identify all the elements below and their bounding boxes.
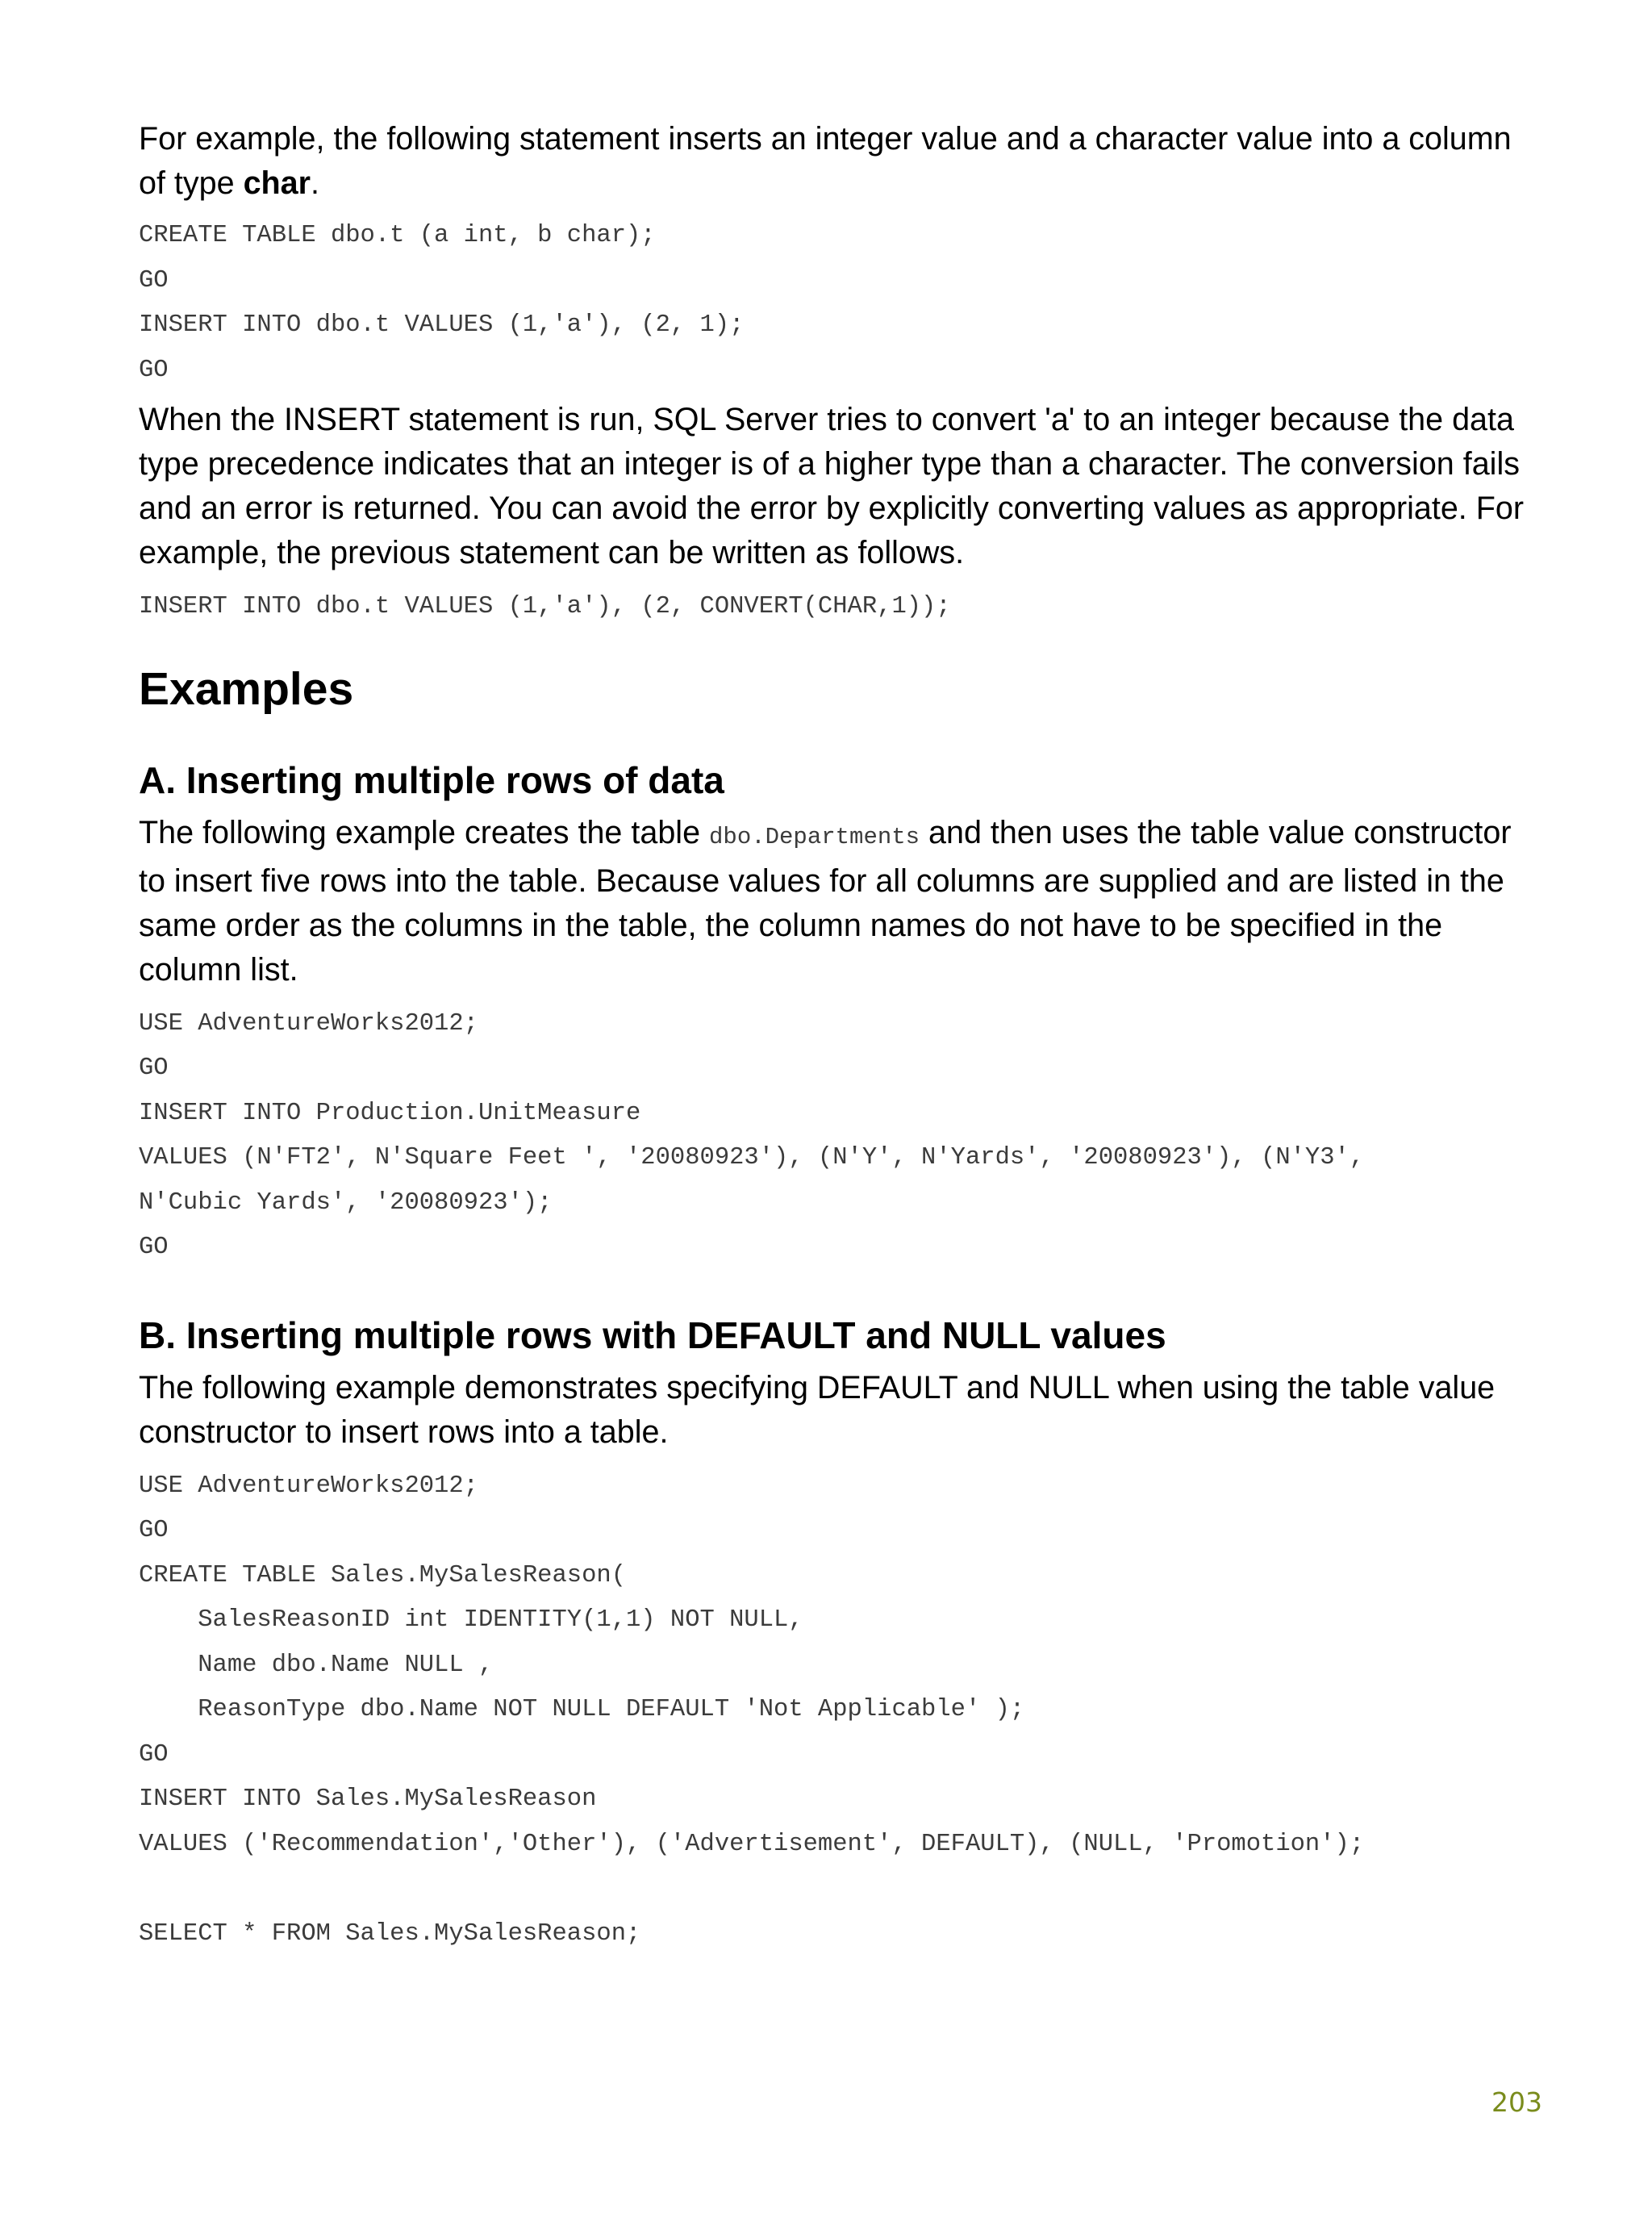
example-a-heading: A. Inserting multiple rows of data [139,758,724,801]
intro-punctuation: . [311,165,319,201]
code-line: CREATE TABLE dbo.t (a int, b char); [139,222,656,249]
code-line: Name dbo.Name NULL , [139,1651,494,1679]
code-line: USE AdventureWorks2012; [139,1009,478,1038]
code-line: INSERT INTO Sales.MySalesReason [139,1785,597,1813]
inline-code-table-name: dbo.Departments [709,823,920,850]
code-line: INSERT INTO dbo.t VALUES (1,'a'), (2, CONVERT(CHAR,1)); [139,593,951,620]
intro-paragraph [139,117,1542,206]
code-line: GO [139,1055,169,1082]
document-page [139,117,1542,1957]
code-line: INSERT INTO dbo.t VALUES (1,'a'), (2, 1); [139,311,745,339]
code-block-example-b [139,1464,1542,1957]
code-line: USE AdventureWorks2012; [139,1472,478,1500]
code-line: CREATE TABLE Sales.MySalesReason( [139,1561,626,1589]
code-line: SalesReasonID int IDENTITY(1,1) NOT NULL, [139,1606,803,1634]
code-blank-line [139,1867,1542,1912]
code-block-convert [139,585,1542,630]
example-b-heading: B. Inserting multiple rows with DEFAULT and NULL values [139,1313,1166,1356]
code-line: SELECT * FROM Sales.MySalesReason; [139,1919,641,1948]
code-line: VALUES ('Recommendation','Other'), ('Advertisement', DEFAULT), (NULL, 'Promotion'); [139,1830,1365,1858]
example-a-description [139,811,1542,992]
explanation-paragraph: When the INSERT statement is run, SQL Server tries to convert 'a' to an integer because the data type precedence indicates that an integer is of a higher type than a character. The conversion fails and an error is returned. You can avoid the error by explicitly converting values as appropriate. For example, the previous statement can be written as follows. [139,402,1524,570]
code-line: GO [139,356,169,384]
example-b-description: The following example demonstrates specifying DEFAULT and NULL when using the table value constructor to insert rows into a table. [139,1369,1496,1450]
code-line: INSERT INTO Production.UnitMeasure [139,1099,641,1127]
code-line: GO [139,266,169,294]
page-number: 203 [1491,2086,1542,2118]
example-a-desc-start: The following example creates the table [139,814,710,850]
code-line: ReasonType dbo.Name NOT NULL DEFAULT 'Not Applicable' ); [139,1696,1025,1723]
code-line: GO [139,1740,169,1769]
code-block-create-table [139,214,1542,393]
code-line: N'Cubic Yards', '20080923'); [139,1188,553,1217]
code-line: VALUES (N'FT2', N'Square Feet ', '20080923'), (N'Y', N'Yards', '20080923'), (N'Y3', [139,1144,1365,1171]
code-block-example-a [139,1002,1542,1271]
intro-bold-term: char [243,165,311,201]
code-line: GO [139,1234,169,1261]
code-line: GO [139,1517,169,1544]
intro-text: For example, the following statement inserts an integer value and a character value into a column of type [139,121,1512,201]
examples-heading: Examples [139,662,354,715]
example-a-desc-end: and then uses the table value constructor to insert five rows into the table. Because values for all columns are supplied and are listed in the same order as the columns in the table, the column names do not have to be specified in the column list. [139,814,1512,988]
